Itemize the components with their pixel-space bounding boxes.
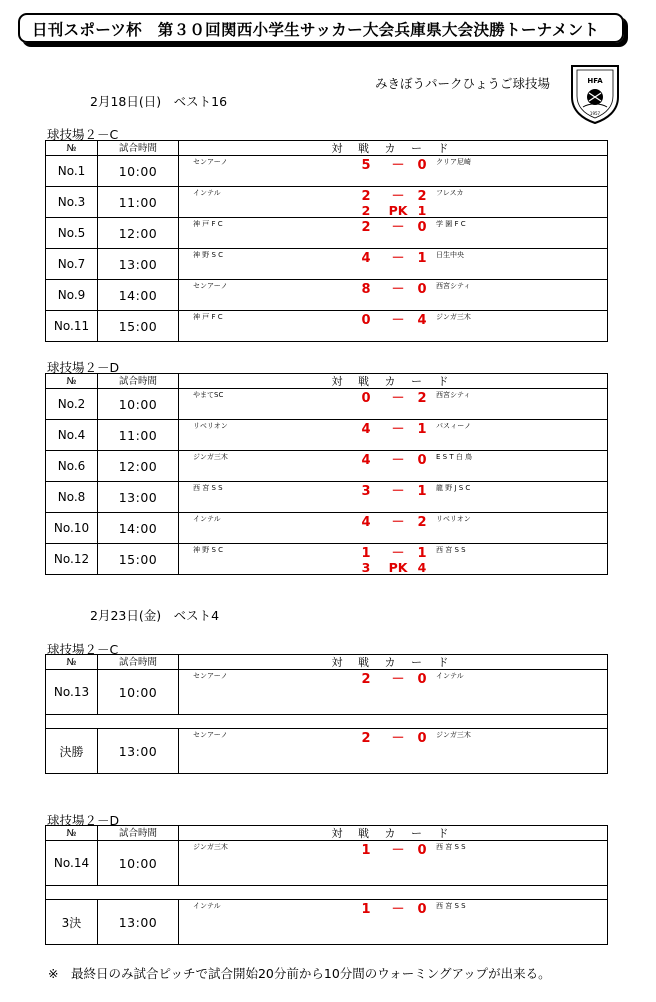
header-no: №: [46, 141, 98, 156]
header-row: [46, 826, 608, 841]
match-no: No.4: [46, 420, 98, 451]
team-away: 西宮シティ: [436, 282, 471, 290]
score-home: 2: [361, 220, 371, 235]
team-home: センアーノ: [193, 672, 228, 680]
score-dash: －: [391, 251, 405, 266]
team-home: インテル: [193, 189, 221, 197]
score-home: 4: [361, 422, 371, 437]
header-card: 対 戦 カ ー ド: [179, 374, 608, 389]
date-day2: 2月23日(金) ベスト4: [90, 608, 220, 623]
team-away: インテル: [436, 672, 464, 680]
match-card: [179, 249, 608, 280]
team-home: リベリオン: [193, 422, 228, 430]
score-line: [360, 547, 436, 561]
score-away: 2: [417, 391, 427, 406]
match-no: 3決: [46, 900, 98, 945]
match-time: 10:00: [98, 156, 179, 187]
match-no: No.1: [46, 156, 98, 187]
field-label-c-day2: 球技場２－C: [47, 642, 119, 657]
match-row: [46, 280, 608, 311]
field-label-d-day2: 球技場２－D: [47, 813, 120, 828]
match-card: [179, 389, 608, 420]
pk-label: PK: [388, 203, 408, 218]
pk-away: 4: [417, 560, 427, 575]
pk-score-line: [360, 561, 436, 574]
pk-score-line: [360, 204, 436, 217]
score-dash: －: [391, 189, 405, 204]
match-card: [179, 156, 608, 187]
team-away: パスィーノ: [436, 422, 472, 430]
match-time: 13:00: [98, 249, 179, 280]
score-line: [360, 221, 436, 235]
team-away: リベリオン: [436, 515, 471, 523]
match-no: No.7: [46, 249, 98, 280]
team-home: ジンガ三木: [193, 843, 228, 851]
header-no: №: [46, 374, 98, 389]
team-home: インテル: [193, 515, 221, 523]
score-line: [360, 732, 436, 746]
team-home: センアーノ: [193, 731, 228, 739]
bracket-table-day2-fieldD: [45, 825, 608, 945]
score-home: 1: [361, 843, 371, 858]
score-dash: －: [391, 313, 405, 328]
page-title: 日刊スポーツ杯 第３０回関西小学生サッカー大会兵庫県大会決勝トーナメント: [18, 13, 624, 43]
bracket-table-day1-fieldD: [45, 373, 608, 575]
team-away: 西宮シティ: [436, 391, 471, 399]
team-away: 西 宮 S S: [436, 546, 466, 554]
score-away: 0: [417, 731, 427, 746]
score-dash: －: [391, 731, 405, 746]
match-no: No.13: [46, 670, 98, 715]
header-card: 対 戦 カ ー ド: [179, 655, 608, 670]
match-no: No.8: [46, 482, 98, 513]
score-home: 4: [361, 453, 371, 468]
score-line: [360, 423, 436, 437]
score-away: 1: [417, 422, 427, 437]
score-line: [360, 190, 436, 204]
match-card: [179, 218, 608, 249]
team-home: センアーノ: [193, 282, 228, 290]
match-no: No.9: [46, 280, 98, 311]
field-label-d-day1: 球技場２－D: [47, 360, 120, 375]
team-away: クリア尼崎: [436, 158, 471, 166]
header-row: [46, 374, 608, 389]
score-dash: －: [391, 484, 405, 499]
score-line: [360, 159, 436, 173]
score-home: 1: [361, 546, 371, 561]
match-no: No.5: [46, 218, 98, 249]
score-line: [360, 844, 436, 858]
match-row: [46, 482, 608, 513]
venue-name: みきぼうパークひょうご球技場: [375, 76, 551, 91]
match-time: 12:00: [98, 451, 179, 482]
score-away: 0: [417, 843, 427, 858]
score-away: 0: [417, 220, 427, 235]
match-row: [46, 187, 608, 218]
match-card: [179, 451, 608, 482]
score-dash: －: [391, 158, 405, 173]
score-dash: －: [391, 672, 405, 687]
pk-away: 1: [417, 203, 427, 218]
score-dash: －: [391, 391, 405, 406]
team-away: フレスカ: [436, 189, 464, 197]
match-row: [46, 249, 608, 280]
match-time: 10:00: [98, 841, 179, 886]
match-card: [179, 670, 608, 715]
match-row: [46, 218, 608, 249]
score-home: 2: [361, 672, 371, 687]
match-row: [46, 841, 608, 886]
header-time: 試合時間: [98, 141, 179, 156]
score-home: 8: [361, 282, 371, 297]
header-card: 対 戦 カ ー ド: [179, 826, 608, 841]
score-away: 0: [417, 902, 427, 917]
field-label-c-day1: 球技場２－C: [47, 127, 119, 142]
header-no: №: [46, 826, 98, 841]
match-card: [179, 513, 608, 544]
match-row: [46, 729, 608, 774]
match-time: 13:00: [98, 482, 179, 513]
header-time: 試合時間: [98, 655, 179, 670]
match-no: No.3: [46, 187, 98, 218]
match-time: 11:00: [98, 420, 179, 451]
match-row: [46, 451, 608, 482]
score-away: 1: [417, 251, 427, 266]
match-card: [179, 544, 608, 575]
match-no: No.6: [46, 451, 98, 482]
match-row: [46, 311, 608, 342]
team-home: やまてSC: [193, 391, 224, 399]
score-line: [360, 673, 436, 687]
score-home: 0: [361, 391, 371, 406]
match-time: 13:00: [98, 729, 179, 774]
score-home: 2: [361, 731, 371, 746]
score-home: 4: [361, 515, 371, 530]
score-home: 0: [361, 313, 371, 328]
date-day1: 2月18日(日) ベスト16: [90, 94, 228, 109]
match-card: [179, 187, 608, 218]
score-dash: －: [391, 422, 405, 437]
score-dash: －: [391, 843, 405, 858]
match-row: [46, 544, 608, 575]
match-no: No.10: [46, 513, 98, 544]
score-dash: －: [391, 282, 405, 297]
match-row: [46, 156, 608, 187]
match-row: [46, 513, 608, 544]
match-card: [179, 729, 608, 774]
score-home: 4: [361, 251, 371, 266]
bracket-table-day2-fieldC: [45, 654, 608, 774]
pk-label: PK: [388, 560, 408, 575]
team-away: ジンガ三木: [436, 313, 471, 321]
match-row: [46, 420, 608, 451]
score-dash: －: [391, 546, 405, 561]
score-away: 0: [417, 453, 427, 468]
header-no: №: [46, 655, 98, 670]
match-no: No.2: [46, 389, 98, 420]
team-away: 日生中央: [436, 251, 464, 259]
score-away: 1: [417, 546, 427, 561]
score-line: [360, 516, 436, 530]
score-dash: －: [391, 453, 405, 468]
match-row: [46, 900, 608, 945]
match-time: 15:00: [98, 544, 179, 575]
team-home: ジンガ三木: [193, 453, 228, 461]
match-time: 15:00: [98, 311, 179, 342]
gap-cell: [46, 715, 608, 729]
score-line: [360, 283, 436, 297]
match-no: No.11: [46, 311, 98, 342]
score-away: 4: [417, 313, 427, 328]
match-time: 14:00: [98, 280, 179, 311]
match-row: [46, 389, 608, 420]
warmup-note: ※ 最終日のみ試合ピッチで試合開始20分前から10分間のウォーミングアップが出来る。: [48, 966, 551, 981]
header-row: [46, 141, 608, 156]
score-home: 3: [361, 484, 371, 499]
score-line: [360, 454, 436, 468]
score-dash: －: [391, 220, 405, 235]
team-away: 西 宮 S S: [436, 902, 466, 910]
match-row: [46, 670, 608, 715]
team-home: センアーノ: [193, 158, 228, 166]
match-card: [179, 311, 608, 342]
score-away: 2: [417, 515, 427, 530]
match-card: [179, 482, 608, 513]
score-away: 0: [417, 672, 427, 687]
score-line: [360, 314, 436, 328]
hfa-logo: [569, 63, 621, 125]
score-home: 5: [361, 158, 371, 173]
header-time: 試合時間: [98, 826, 179, 841]
team-home: インテル: [193, 902, 221, 910]
score-away: 1: [417, 484, 427, 499]
match-card: [179, 280, 608, 311]
score-away: 0: [417, 282, 427, 297]
match-no: 決勝: [46, 729, 98, 774]
team-home: 神 戸 F C: [193, 220, 223, 228]
pk-home: 2: [361, 203, 371, 218]
logo-year: 1957: [589, 111, 601, 116]
gap-cell: [46, 886, 608, 900]
match-card: [179, 420, 608, 451]
score-home: 2: [361, 189, 371, 204]
pk-home: 3: [361, 560, 371, 575]
match-time: 10:00: [98, 389, 179, 420]
bracket-table-day1-fieldC: [45, 140, 608, 342]
score-home: 1: [361, 902, 371, 917]
match-time: 11:00: [98, 187, 179, 218]
gap-row: [46, 715, 608, 729]
team-home: 西 宮 S S: [193, 484, 223, 492]
score-away: 2: [417, 189, 427, 204]
team-away: 龍 野 J S C: [436, 484, 471, 492]
score-dash: －: [391, 515, 405, 530]
team-home: 神 野 S C: [193, 251, 224, 259]
team-home: 神 戸 F C: [193, 313, 223, 321]
match-no: No.12: [46, 544, 98, 575]
match-time: 12:00: [98, 218, 179, 249]
team-away: ジンガ三木: [436, 731, 471, 739]
match-time: 13:00: [98, 900, 179, 945]
logo-text: HFA: [587, 77, 603, 85]
team-away: E S T 白 鳥: [436, 453, 473, 461]
score-dash: －: [391, 902, 405, 917]
team-home: 神 野 S C: [193, 546, 224, 554]
match-card: [179, 900, 608, 945]
score-away: 0: [417, 158, 427, 173]
team-away: 西 宮 S S: [436, 843, 466, 851]
score-line: [360, 485, 436, 499]
header-card: 対 戦 カ ー ド: [179, 141, 608, 156]
score-line: [360, 903, 436, 917]
header-time: 試合時間: [98, 374, 179, 389]
gap-row: [46, 886, 608, 900]
match-card: [179, 841, 608, 886]
score-line: [360, 392, 436, 406]
match-time: 14:00: [98, 513, 179, 544]
header-row: [46, 655, 608, 670]
score-line: [360, 252, 436, 266]
team-away: 学 園 F C: [436, 220, 466, 228]
match-no: No.14: [46, 841, 98, 886]
match-time: 10:00: [98, 670, 179, 715]
